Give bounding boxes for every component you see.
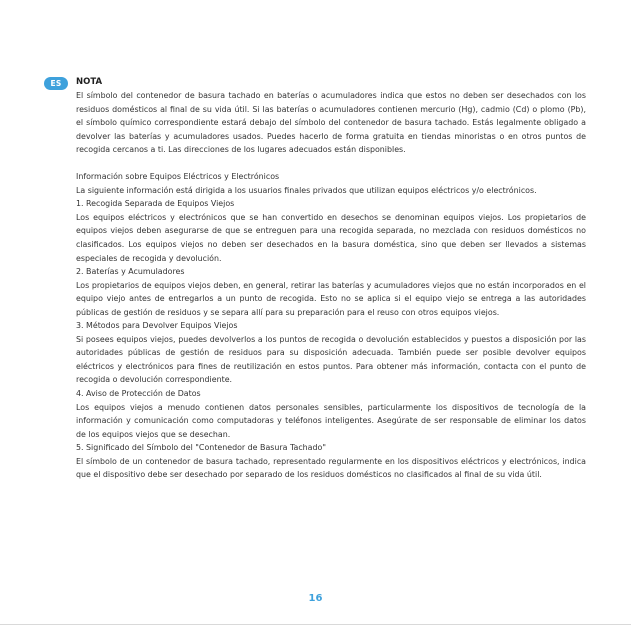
- section-1-heading: 1. Recogida Separada de Equipos Viejos: [76, 199, 235, 209]
- note-paragraph: El símbolo del contenedor de basura tachado en baterías o acumuladores indica que estos no deben ser desechados con los residuos domésticos al final de su vida útil. Si las baterías o acumuladores contienen mercurio (Hg), cadmio (Cd) o plomo (Pb), el símbolo químico correspondiente estará debajo del símbolo del contenedor de basura tachado. Estás legalmente obligado a devolver las baterías y acumuladores usados. Puedes hacerlo de forma gratuita en tiendas minoristas o en otros puntos de recogida cercanos a ti. Las direcciones de los lugares adecuados están disponibles.: [76, 91, 586, 155]
- page-number: 16: [308, 593, 323, 604]
- language-badge: ES: [44, 77, 68, 90]
- section-5-body: El símbolo de un contenedor de basura tachado, representado regularmente en los dispositivos eléctricos y electrónicos, indica que el dispositivo debe ser desechado por separado de los residuos domésticos no clasificados al final de su vida útil.: [76, 456, 586, 480]
- page-content: [76, 76, 586, 482]
- paragraph-spacer: [76, 157, 586, 171]
- section-2-heading: 2. Baterías y Acumuladores: [76, 267, 185, 277]
- section-3-body: Si posees equipos viejos, puedes devolverlos a los puntos de recogida o devolución establecidos y puestos a disposición por las autoridades públicas de gestión de residuos para su disposición adecuada. También puede ser posible devolver equipos eléctricos y electrónicos para fines de reutilización en estos puntos. Para obtener más información, contacta con el punto de recogida o devolución correspondiente.: [76, 334, 586, 385]
- section-4-body: Los equipos viejos a menudo contienen datos personales sensibles, particularmente los dispositivos de tecnología de la información y comunicación como computadoras y teléfonos inteligentes. Asegúrate de ser responsable de eliminar los datos de los equipos viejos que se desechan.: [76, 402, 586, 439]
- section-5-heading: 5. Significado del Símbolo del "Contenedor de Basura Tachado": [76, 443, 326, 453]
- section-4-heading: 4. Aviso de Protección de Datos: [76, 388, 201, 398]
- section-1-body: Los equipos eléctricos y electrónicos que se han convertido en desechos se denominan equipos viejos. Los propietarios de equipos viejos deben asegurarse de que se entreguen para una recogida separada, no mezclada con residuos domésticos no clasificados. Los equipos viejos no deben ser desechados en la basura doméstica, sino que deben ser llevados a sistemas especiales de recogida y devolución.: [76, 212, 586, 263]
- bottom-divider: [0, 624, 631, 625]
- section-2-body: Los propietarios de equipos viejos deben, en general, retirar las baterías y acumuladores viejos que no están incorporados en el equipo viejo antes de entregarlos a un punto de recogida. Esto no se aplica si el equipo viejo se entrega a las autoridades públicas de gestión de residuos y se separa allí para su preparación para el reuso con otros equipos viejos.: [76, 280, 586, 317]
- section-3-heading: 3. Métodos para Devolver Equipos Viejos: [76, 321, 238, 331]
- info-heading: Información sobre Equipos Eléctricos y Electrónicos: [76, 172, 280, 182]
- info-intro: La siguiente información está dirigida a los usuarios finales privados que utilizan equipos eléctricos y/o electrónicos.: [76, 185, 537, 195]
- note-title: NOTA: [76, 77, 103, 87]
